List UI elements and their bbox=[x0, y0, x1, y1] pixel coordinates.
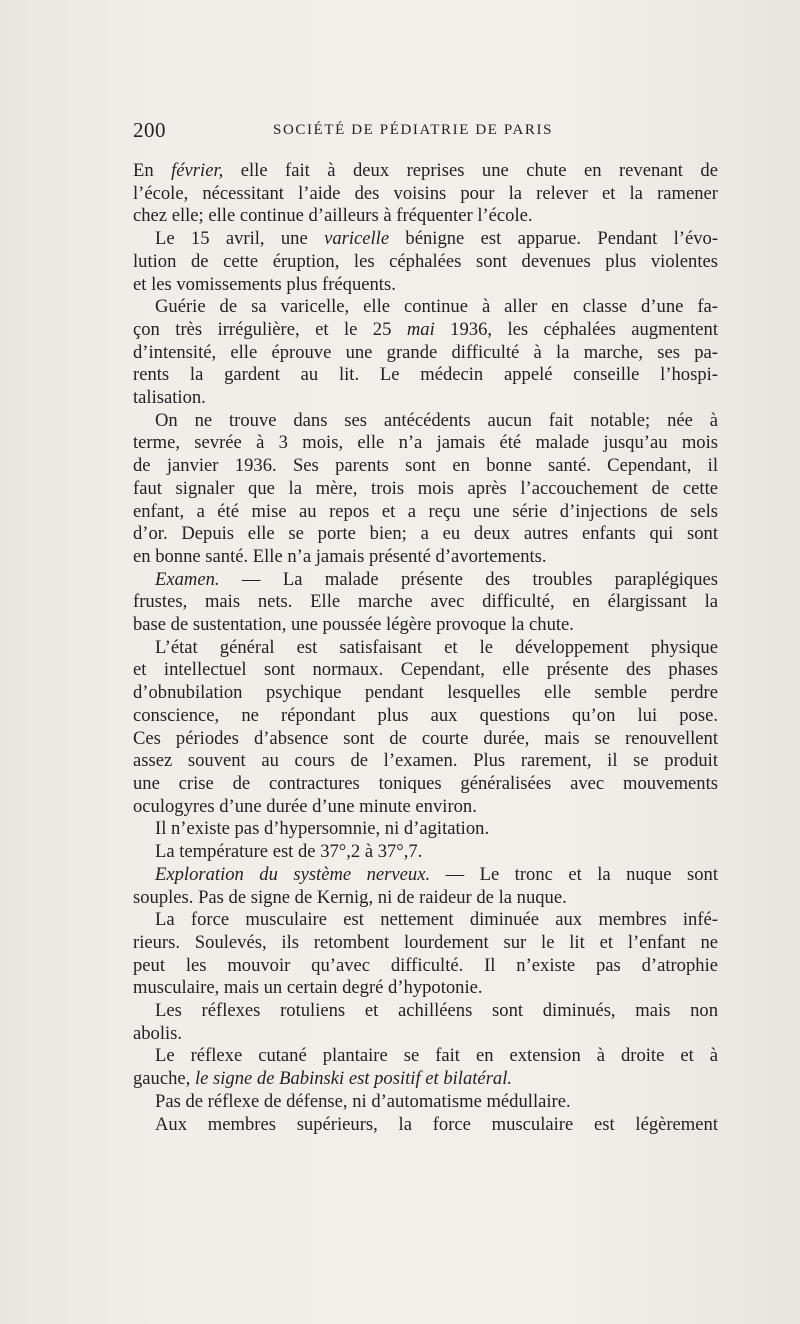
text-line bbox=[133, 591, 718, 614]
body-text bbox=[133, 160, 718, 1136]
text-run: rieurs. Soulevés, ils retombent lourdement sur le lit et l’enfant ne bbox=[133, 931, 718, 953]
text-run: La température est de 37°,2 à 37°,7. bbox=[155, 841, 423, 863]
text-run: L’état général est satisfaisant et le développement physique bbox=[155, 636, 718, 658]
text-line bbox=[133, 296, 718, 319]
text-line bbox=[133, 659, 718, 682]
text-run: en bonne santé. Elle n’a jamais présenté d’avortements. bbox=[133, 545, 547, 567]
text-run: d’or. Depuis elle se porte bien; a eu deux autres enfants qui sont bbox=[133, 523, 718, 545]
text-line bbox=[133, 705, 718, 728]
italic-text: Examen. bbox=[155, 568, 220, 590]
text-run: On ne trouve dans ses antécédents aucun fait notable; née à bbox=[155, 409, 718, 431]
text-run: Ces périodes d’absence sont de courte durée, mais se renouvellent bbox=[133, 727, 718, 749]
text-run: et les vomissements plus fréquents. bbox=[133, 273, 396, 295]
text-run: de janvier 1936. Ses parents sont en bonne santé. Cependant, il bbox=[133, 455, 718, 477]
running-title: SOCIÉTÉ DE PÉDIATRIE DE PARIS bbox=[273, 122, 554, 138]
italic-text: le signe de Babinski est positif et bilatéral. bbox=[194, 1068, 513, 1090]
text-line bbox=[133, 478, 718, 501]
text-run: talisation. bbox=[133, 387, 206, 409]
text-run: Il n’existe pas d’hypersomnie, ni d’agitation. bbox=[155, 818, 490, 840]
italic-text: mai bbox=[406, 318, 435, 340]
text-line bbox=[133, 614, 718, 637]
text-line bbox=[133, 637, 718, 660]
text-run: Les réflexes rotuliens et achilléens sont diminués, mais non bbox=[155, 1000, 718, 1022]
text-line bbox=[133, 569, 718, 592]
text-run: Guérie de sa varicelle, elle continue à aller en classe d’une fa- bbox=[155, 296, 718, 318]
text-run: Aux membres supérieurs, la force musculaire est légèrement bbox=[155, 1113, 718, 1135]
text-line bbox=[133, 228, 718, 251]
text-line bbox=[133, 546, 718, 569]
text-line bbox=[133, 274, 718, 297]
text-run: — Le tronc et la nuque sont bbox=[430, 863, 718, 885]
text-run: chez elle; elle continue d’ailleurs à fréquenter l’école. bbox=[133, 205, 533, 227]
text-run: Le 15 avril, une bbox=[155, 228, 325, 250]
text-run: oculogyres d’une durée d’une minute environ. bbox=[133, 795, 477, 817]
text-run: assez souvent au cours de l’examen. Plus rarement, il se produit bbox=[133, 750, 718, 772]
text-line bbox=[133, 183, 718, 206]
text-line bbox=[133, 750, 718, 773]
text-run: d’intensité, elle éprouve une grande difficulté à la marche, ses pa- bbox=[133, 341, 718, 363]
text-run: 1936, les céphalées augmentent bbox=[434, 318, 718, 340]
text-run: En bbox=[133, 160, 172, 181]
text-line bbox=[133, 432, 718, 455]
text-run: peut les mouvoir qu’avec difficulté. Il n’existe pas d’atrophie bbox=[133, 954, 718, 976]
text-line bbox=[133, 1000, 718, 1023]
text-line bbox=[133, 455, 718, 478]
text-run: — La malade présente des troubles paraplégiques bbox=[219, 568, 718, 590]
italic-text: Exploration du système nerveux. bbox=[155, 863, 431, 885]
text-line bbox=[133, 387, 718, 410]
italic-text: varicelle bbox=[324, 228, 390, 250]
text-run: Pas de réflexe de défense, ni d’automatisme médullaire. bbox=[155, 1090, 571, 1112]
page-number: 200 bbox=[133, 118, 166, 142]
text-line bbox=[133, 841, 718, 864]
text-run: d’obnubilation psychique pendant lesquelles elle semble perdre bbox=[133, 682, 718, 704]
text-line bbox=[133, 728, 718, 751]
text-line bbox=[133, 1023, 718, 1046]
text-run: conscience, ne répondant plus aux questions qu’on lui pose. bbox=[133, 704, 718, 726]
text-line bbox=[133, 977, 718, 1000]
text-run: base de sustentation, une poussée légère provoque la chute. bbox=[133, 614, 574, 636]
text-line bbox=[133, 251, 718, 274]
text-line bbox=[133, 410, 718, 433]
text-line bbox=[133, 864, 718, 887]
text-line bbox=[133, 1068, 718, 1091]
text-run: souples. Pas de signe de Kernig, ni de raideur de la nuque. bbox=[133, 886, 567, 908]
text-line bbox=[133, 932, 718, 955]
text-line bbox=[133, 364, 718, 387]
text-run: abolis. bbox=[133, 1022, 183, 1044]
text-run: lution de cette éruption, les céphalées sont devenues plus violentes bbox=[133, 250, 718, 272]
text-run: bénigne est apparue. Pendant l’évo- bbox=[389, 228, 719, 250]
text-line bbox=[133, 501, 718, 524]
text-line bbox=[133, 342, 718, 365]
text-run: une crise de contractures toniques généralisées avec mouvements bbox=[133, 772, 718, 794]
text-line bbox=[133, 818, 718, 841]
text-line bbox=[133, 955, 718, 978]
text-line bbox=[133, 205, 718, 228]
italic-text: février, bbox=[171, 160, 224, 181]
text-run: l’école, nécessitant l’aide des voisins pour la relever et la ramener bbox=[133, 182, 718, 204]
text-line bbox=[133, 319, 718, 342]
text-run: enfant, a été mise au repos et a reçu une série d’injections de sels bbox=[133, 500, 718, 522]
text-line bbox=[133, 1114, 718, 1137]
text-run: elle fait à deux reprises une chute en revenant de bbox=[223, 160, 718, 181]
text-line bbox=[133, 682, 718, 705]
page-header bbox=[133, 118, 718, 146]
text-run: frustes, mais nets. Elle marche avec difficulté, en élargissant la bbox=[133, 591, 718, 613]
text-run: terme, sevrée à 3 mois, elle n’a jamais été malade jusqu’au mois bbox=[133, 432, 718, 454]
text-line bbox=[133, 773, 718, 796]
text-line bbox=[133, 1045, 718, 1068]
text-line bbox=[133, 909, 718, 932]
text-run: musculaire, mais un certain degré d’hypotonie. bbox=[133, 977, 483, 999]
text-run: faut signaler que la mère, trois mois après l’accouchement de cette bbox=[133, 477, 718, 499]
text-run: La force musculaire est nettement diminuée aux membres infé- bbox=[155, 909, 718, 931]
text-line bbox=[133, 160, 718, 183]
text-run: çon très irrégulière, et le 25 bbox=[133, 318, 407, 340]
text-line bbox=[133, 796, 718, 819]
text-line bbox=[133, 887, 718, 910]
text-line bbox=[133, 523, 718, 546]
text-line bbox=[133, 1091, 718, 1114]
text-run: Le réflexe cutané plantaire se fait en extension à droite et à bbox=[155, 1045, 718, 1067]
text-run: et intellectuel sont normaux. Cependant, elle présente des phases bbox=[133, 659, 718, 681]
text-run: rents la gardent au lit. Le médecin appelé conseille l’hospi- bbox=[133, 364, 718, 386]
text-run: gauche, bbox=[133, 1068, 195, 1090]
